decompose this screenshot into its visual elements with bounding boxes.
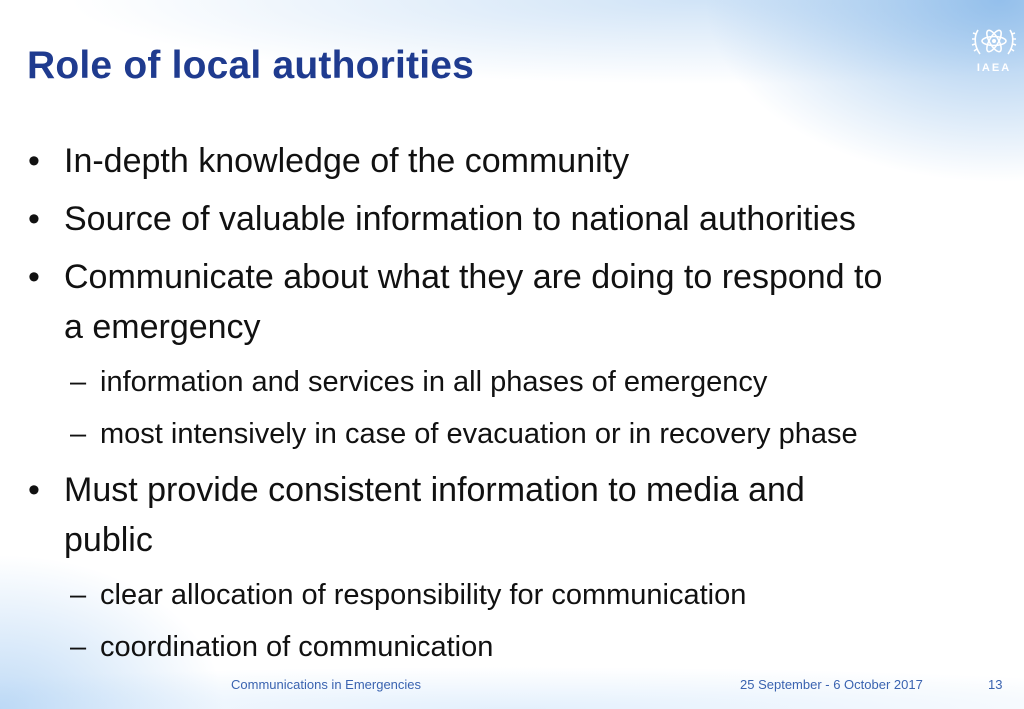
bullet-4-text-line-2: public: [64, 521, 153, 559]
page-number: 13: [988, 677, 1003, 692]
sub-bullet-marker: –: [70, 631, 87, 663]
bullet-marker: •: [28, 200, 40, 238]
bullet-1-text: In-depth knowledge of the community: [64, 142, 630, 180]
sub-bullet-4-1: clear allocation of responsibility for communication: [100, 579, 747, 611]
bullet-marker: •: [28, 471, 40, 509]
slide-title: Role of local authorities: [27, 44, 475, 87]
sub-bullet-3-2: most intensively in case of evacuation or in recovery phase: [100, 418, 858, 450]
iaea-logo: [968, 22, 1020, 78]
logo-text: IAEA: [976, 62, 1012, 74]
footer-title: Communications in Emergencies: [231, 677, 422, 692]
bullet-marker: •: [28, 142, 40, 180]
bullet-marker: •: [28, 258, 40, 296]
sub-bullet-marker: –: [70, 366, 87, 398]
footer-date: 25 September - 6 October 2017: [740, 677, 923, 692]
sub-bullet-4-2: coordination of communication: [100, 631, 494, 663]
sub-bullet-marker: –: [70, 418, 87, 450]
bullet-3-text-line-1: Communicate about what they are doing to respond to: [64, 258, 883, 296]
bullet-3-text-line-2: a emergency: [64, 308, 261, 346]
bullet-2-text: Source of valuable information to national authorities: [64, 200, 856, 238]
sub-bullet-3-1: information and services in all phases of emergency: [100, 366, 768, 398]
iaea-atom-laurel-icon: [968, 22, 1020, 62]
sub-bullet-marker: –: [70, 579, 87, 611]
bullet-4-text-line-1: Must provide consistent information to media and: [64, 471, 805, 509]
